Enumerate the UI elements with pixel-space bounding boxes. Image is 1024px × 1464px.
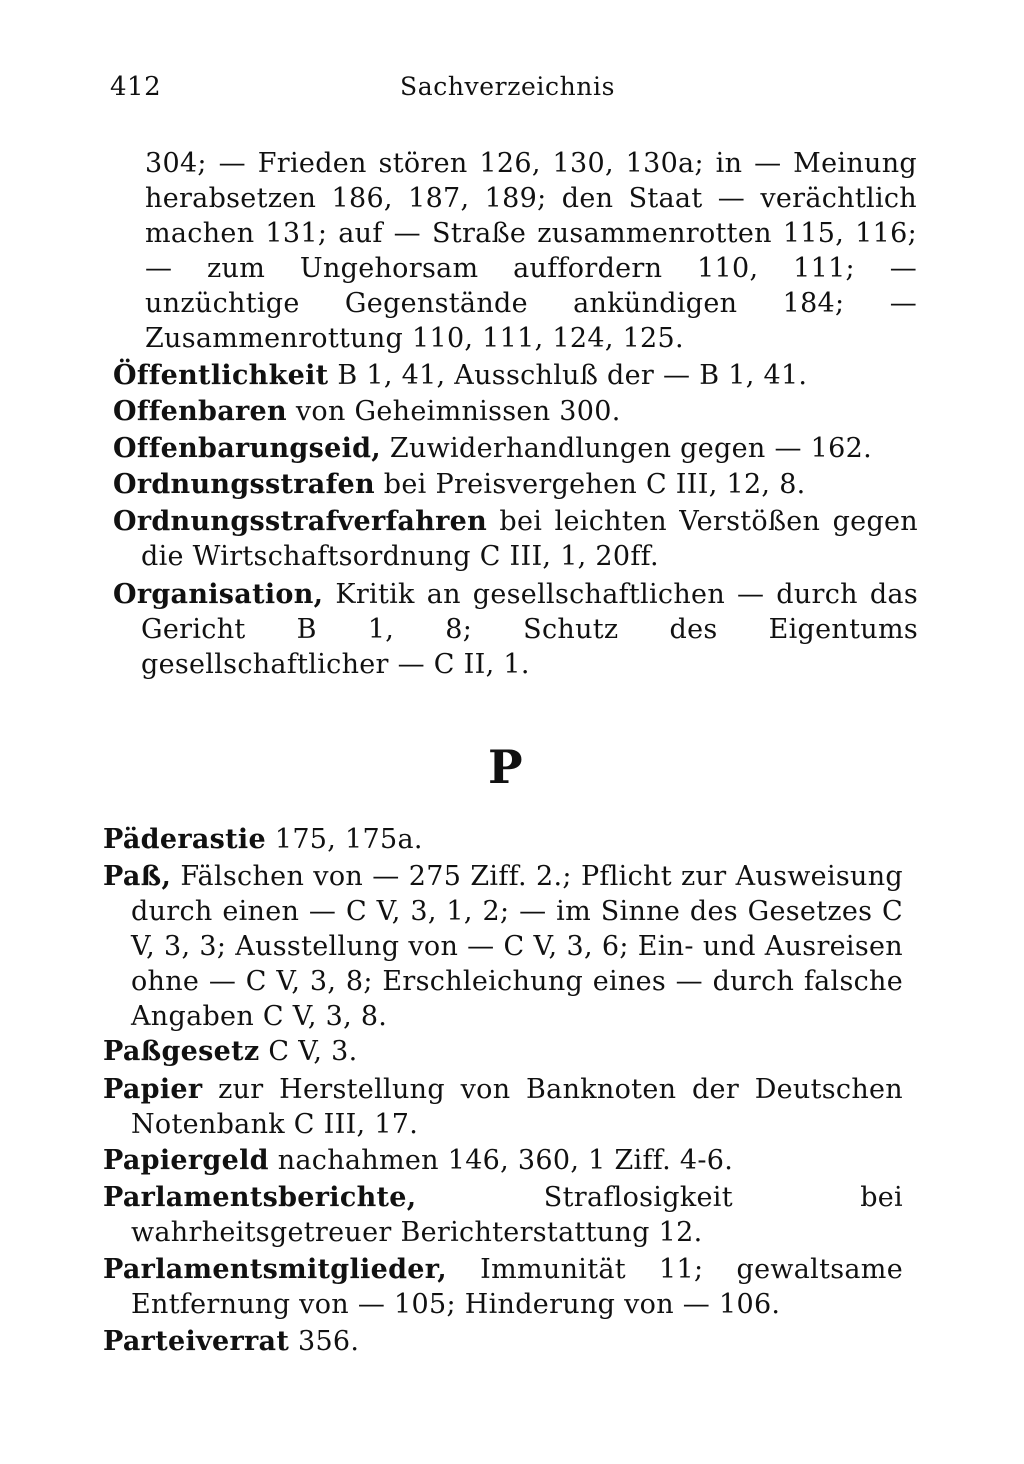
index-entry-text: Zuwiderhandlungen gegen — 162. — [381, 433, 872, 464]
index-term: Parteiverrat — [103, 1326, 290, 1357]
index-entry-continuation — [145, 146, 917, 356]
index-term: Ordnungsstrafverfahren — [113, 506, 488, 537]
index-entry — [113, 467, 918, 502]
index-term: Ordnungsstrafen — [113, 469, 375, 500]
index-entry-text: Fälschen von — 275 Ziff. 2.; Pflicht zur Ausweisung durch einen — C V, 3, 1, 2; — im Sinne des Gesetzes C V, 3, 3; Ausstellung von — C V, 3, 6; Ein- und Ausreisen ohne — C V, 3, 8; Erschleichung eines — durch falsche Angaben C V, 3, 8. — [131, 861, 903, 1032]
index-entry — [103, 859, 903, 1034]
index-term: Päderastie — [103, 824, 266, 855]
index-entry-text: zur Herstellung von Banknoten der Deutschen Notenbank C III, 17. — [131, 1074, 903, 1140]
running-head — [110, 72, 930, 112]
index-entry — [103, 1324, 903, 1359]
index-entry-text: bei Preisvergehen C III, 12, 8. — [374, 469, 806, 500]
index-entry — [103, 1252, 903, 1322]
section-letter: P — [488, 740, 523, 794]
index-entry-text: C V, 3. — [259, 1036, 358, 1067]
index-entry — [103, 1143, 903, 1178]
index-entry — [113, 504, 918, 574]
index-entry-text: Immunität 11; gewaltsame Entfernung von — 105; Hinderung von — 106. — [131, 1254, 903, 1320]
index-entry-text: 304; — Frieden stören 126, 130, 130a; in — Meinung herabsetzen 186, 187, 189; den Staat — verächtlich machen 131; auf — Straße zusammenrotten 115, 116; — zum Ungehorsam auffordern 110, 111; — unzüchtige Gegenstände ankündigen 184; — Zusammenrottung 110, 111, 124, 125. — [145, 148, 917, 354]
index-entry-text: 175, 175a. — [265, 824, 423, 855]
index-entry — [113, 577, 918, 682]
index-entry-text: von Geheimnissen 300. — [286, 396, 621, 427]
index-entry-text: bei leichten Verstößen gegen die Wirtschaftsordnung C III, 1, 20ff. — [141, 506, 918, 572]
index-entry — [113, 394, 918, 429]
index-entry — [103, 822, 903, 857]
index-term: Offenbarungseid, — [113, 433, 382, 464]
index-term: Offenbaren — [113, 396, 287, 427]
page-number: 412 — [110, 72, 162, 102]
index-term: Paßgesetz — [103, 1036, 260, 1067]
index-entry — [103, 1072, 903, 1142]
index-entry — [113, 431, 918, 466]
index-term: Papiergeld — [103, 1145, 269, 1176]
index-entry-text: Straflosigkeit bei wahrheitsgetreuer Berichterstattung 12. — [131, 1182, 903, 1248]
index-term: Parlamentsberichte, — [103, 1182, 417, 1213]
index-entry-text: 356. — [289, 1326, 360, 1357]
index-entry-text: B 1, 41, Ausschluß der — B 1, 41. — [328, 360, 808, 391]
index-entry — [113, 358, 918, 393]
index-entry-text: nachahmen 146, 360, 1 Ziff. 4-6. — [268, 1145, 734, 1176]
index-term: Papier — [103, 1074, 203, 1105]
index-term: Öffentlichkeit — [113, 360, 329, 391]
index-entry — [103, 1180, 903, 1250]
index-term: Organisation, — [113, 579, 324, 610]
index-entry-text: Kritik an gesellschaftlichen — durch das Gericht B 1, 8; Schutz des Eigentums gesellschaftlicher — C II, 1. — [141, 579, 918, 680]
index-entry — [103, 1034, 903, 1069]
page-title: Sachverzeichnis — [400, 72, 615, 101]
index-term: Parlamentsmitglieder, — [103, 1254, 447, 1285]
index-term: Paß, — [103, 861, 172, 892]
